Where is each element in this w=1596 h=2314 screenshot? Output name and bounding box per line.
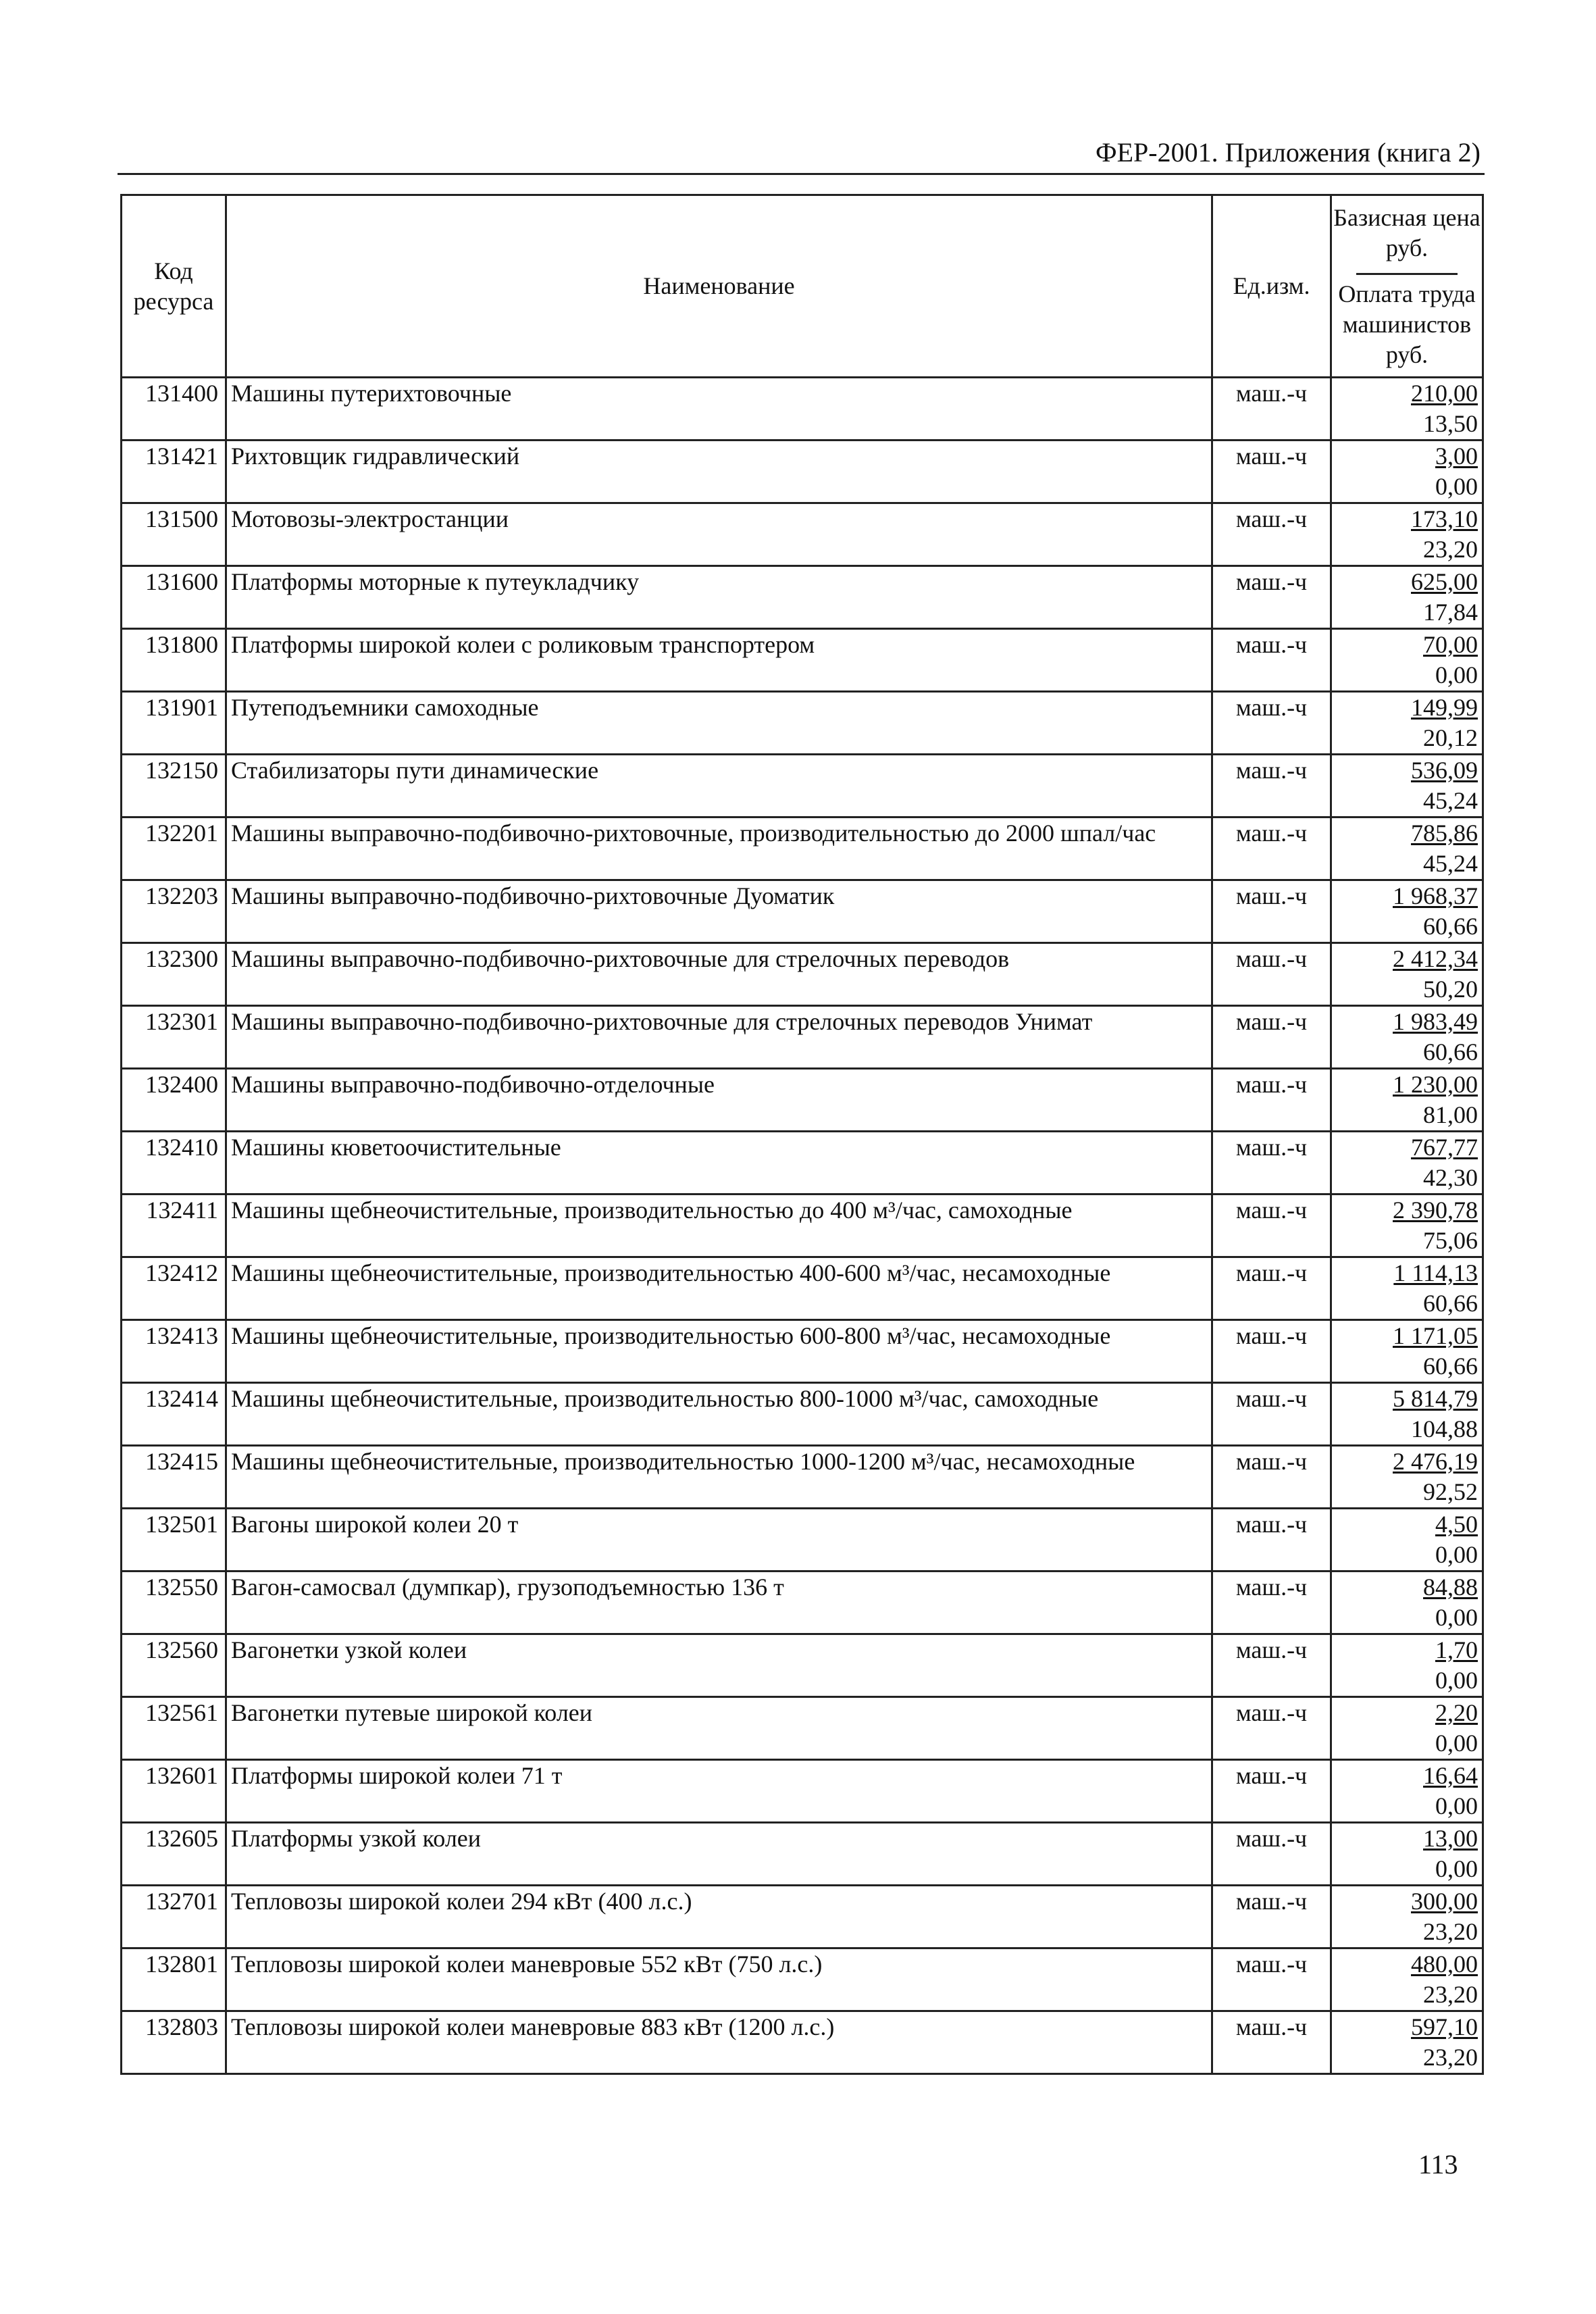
resource-code: 131800	[122, 629, 226, 692]
resource-name: Машины кюветоочистительные	[226, 1132, 1212, 1194]
operator-pay: 17,84	[1423, 599, 1478, 626]
resource-code: 132701	[122, 1886, 226, 1948]
operator-pay: 75,06	[1423, 1227, 1478, 1254]
operator-pay: 0,00	[1435, 1730, 1478, 1757]
resource-unit: маш.-ч	[1212, 1571, 1331, 1634]
resource-unit: маш.-ч	[1212, 1006, 1331, 1069]
resource-unit: маш.-ч	[1212, 1257, 1331, 1320]
resource-code: 132410	[122, 1132, 226, 1194]
operator-pay: 0,00	[1435, 1604, 1478, 1631]
operator-pay: 81,00	[1423, 1101, 1478, 1128]
resource-code: 132201	[122, 818, 226, 880]
resource-name: Машины щебнеочистительные, производительностью 600-800 м³/час, несамоходные	[226, 1320, 1212, 1383]
resource-name: Машины выправочно-подбивочно-рихтовочные для стрелочных переводов Унимат	[226, 1006, 1212, 1069]
resource-unit: маш.-ч	[1212, 1634, 1331, 1697]
base-price: 480,00	[1411, 1951, 1478, 1978]
table-row	[122, 1069, 1483, 1132]
resource-name: Платформы широкой колеи 71 т	[226, 1760, 1212, 1823]
resource-code: 132411	[122, 1194, 226, 1257]
resource-name: Машины щебнеочистительные, производительностью 400-600 м³/час, несамоходные	[226, 1257, 1212, 1320]
resource-unit: маш.-ч	[1212, 566, 1331, 629]
resource-code: 132803	[122, 2011, 226, 2074]
resource-code: 132400	[122, 1069, 226, 1132]
table-row	[122, 1194, 1483, 1257]
operator-pay: 60,66	[1423, 1353, 1478, 1380]
base-price: 2,20	[1435, 1699, 1478, 1726]
header-code: Код ресурса	[122, 195, 226, 378]
resource-name: Платформы широкой колеи с роликовым транспортером	[226, 629, 1212, 692]
resource-unit: маш.-ч	[1212, 629, 1331, 692]
operator-pay: 0,00	[1435, 1667, 1478, 1694]
resource-unit: маш.-ч	[1212, 441, 1331, 503]
resource-name: Тепловозы широкой колеи 294 кВт (400 л.с.)	[226, 1886, 1212, 1948]
operator-pay: 60,66	[1423, 1038, 1478, 1065]
table-row	[122, 755, 1483, 818]
header-price-base: Базисная цена руб.	[1333, 203, 1481, 261]
header-name: Наименование	[226, 195, 1212, 378]
table-row	[122, 1948, 1483, 2011]
resource-code: 131600	[122, 566, 226, 629]
table-row	[122, 566, 1483, 629]
operator-pay: 23,20	[1423, 536, 1478, 563]
resource-price-cell	[1331, 755, 1483, 818]
table-row	[122, 1571, 1483, 1634]
page-number: 113	[1418, 2149, 1458, 2180]
resource-unit: маш.-ч	[1212, 1383, 1331, 1446]
resource-code: 131400	[122, 378, 226, 441]
table-row	[122, 629, 1483, 692]
base-price: 2 476,19	[1393, 1448, 1478, 1475]
resource-name: Машины путерихтовочные	[226, 378, 1212, 441]
resource-unit: маш.-ч	[1212, 692, 1331, 755]
resource-price-cell	[1331, 692, 1483, 755]
resource-price-cell	[1331, 1383, 1483, 1446]
operator-pay: 0,00	[1435, 1792, 1478, 1819]
resource-code: 132605	[122, 1823, 226, 1886]
operator-pay: 0,00	[1435, 1855, 1478, 1882]
resource-name: Тепловозы широкой колеи маневровые 552 кВт (750 л.с.)	[226, 1948, 1212, 2011]
operator-pay: 23,20	[1423, 2044, 1478, 2071]
table-header-row	[122, 195, 1483, 378]
resource-price-cell	[1331, 1886, 1483, 1948]
base-price: 70,00	[1423, 631, 1478, 658]
resource-price-cell	[1331, 1132, 1483, 1194]
table-row	[122, 503, 1483, 566]
resource-code: 132412	[122, 1257, 226, 1320]
base-price: 300,00	[1411, 1888, 1478, 1915]
table-row	[122, 1383, 1483, 1446]
resource-code: 132550	[122, 1571, 226, 1634]
operator-pay: 92,52	[1423, 1478, 1478, 1505]
operator-pay: 0,00	[1435, 1541, 1478, 1568]
resource-price-cell	[1331, 1257, 1483, 1320]
resource-name: Рихтовщик гидравлический	[226, 441, 1212, 503]
resource-unit: маш.-ч	[1212, 1760, 1331, 1823]
resource-price-cell	[1331, 1194, 1483, 1257]
resource-code: 132801	[122, 1948, 226, 2011]
base-price: 1 114,13	[1393, 1259, 1478, 1286]
resource-code: 132203	[122, 880, 226, 943]
resource-unit: маш.-ч	[1212, 1194, 1331, 1257]
resource-name: Тепловозы широкой колеи маневровые 883 кВт (1200 л.с.)	[226, 2011, 1212, 2074]
resource-name: Платформы узкой колеи	[226, 1823, 1212, 1886]
resource-code: 132150	[122, 755, 226, 818]
resource-unit: маш.-ч	[1212, 818, 1331, 880]
base-price: 1 230,00	[1393, 1071, 1478, 1098]
table-row	[122, 441, 1483, 503]
table-row	[122, 1760, 1483, 1823]
resource-unit: маш.-ч	[1212, 755, 1331, 818]
table-row	[122, 1006, 1483, 1069]
resource-code: 131901	[122, 692, 226, 755]
resource-price-cell	[1331, 1069, 1483, 1132]
base-price: 2 412,34	[1393, 945, 1478, 972]
operator-pay: 60,66	[1423, 1290, 1478, 1317]
resource-price-cell	[1331, 1634, 1483, 1697]
base-price: 1 171,05	[1393, 1322, 1478, 1349]
resource-unit: маш.-ч	[1212, 2011, 1331, 2074]
resource-code: 132601	[122, 1760, 226, 1823]
base-price: 13,00	[1423, 1825, 1478, 1852]
operator-pay: 0,00	[1435, 661, 1478, 688]
resource-unit: маш.-ч	[1212, 1509, 1331, 1571]
table-row	[122, 378, 1483, 441]
resource-name: Мотовозы-электростанции	[226, 503, 1212, 566]
operator-pay: 42,30	[1423, 1164, 1478, 1191]
base-price: 16,64	[1423, 1762, 1478, 1789]
base-price: 1 983,49	[1393, 1008, 1478, 1035]
base-price: 210,00	[1411, 380, 1478, 407]
table-row	[122, 1446, 1483, 1509]
operator-pay: 45,24	[1423, 850, 1478, 877]
base-price: 767,77	[1411, 1134, 1478, 1161]
resource-unit: маш.-ч	[1212, 1320, 1331, 1383]
resource-code: 132561	[122, 1697, 226, 1760]
base-price: 625,00	[1411, 568, 1478, 595]
base-price: 597,10	[1411, 2013, 1478, 2040]
table-body	[122, 378, 1483, 2074]
resource-name: Машины выправочно-подбивочно-отделочные	[226, 1069, 1212, 1132]
table-row	[122, 1634, 1483, 1697]
resource-code: 131421	[122, 441, 226, 503]
resource-name: Машины щебнеочистительные, производительностью 800-1000 м³/час, самоходные	[226, 1383, 1212, 1446]
table-row	[122, 943, 1483, 1006]
resource-unit: маш.-ч	[1212, 1886, 1331, 1948]
table-row	[122, 1320, 1483, 1383]
resource-price-cell	[1331, 1446, 1483, 1509]
resource-unit: маш.-ч	[1212, 1697, 1331, 1760]
operator-pay: 13,50	[1423, 410, 1478, 437]
table-row	[122, 2011, 1483, 2074]
table-row	[122, 1257, 1483, 1320]
resource-name: Вагон-самосвал (думпкар), грузоподъемностью 136 т	[226, 1571, 1212, 1634]
base-price: 173,10	[1411, 505, 1478, 532]
resource-code: 132501	[122, 1509, 226, 1571]
document-title: ФЕР-2001. Приложения (книга 2)	[1096, 137, 1481, 168]
operator-pay: 45,24	[1423, 787, 1478, 814]
resource-name: Машины щебнеочистительные, производительностью 1000-1200 м³/час, несамоходные	[226, 1446, 1212, 1509]
resource-price-cell	[1331, 1823, 1483, 1886]
table-row	[122, 1823, 1483, 1886]
header-price	[1331, 195, 1483, 378]
resource-unit: маш.-ч	[1212, 1446, 1331, 1509]
base-price: 2 390,78	[1393, 1197, 1478, 1224]
table-row	[122, 1132, 1483, 1194]
resource-code: 132301	[122, 1006, 226, 1069]
resource-name: Машины щебнеочистительные, производительностью до 400 м³/час, самоходные	[226, 1194, 1212, 1257]
base-price: 3,00	[1435, 443, 1478, 470]
resource-code: 132560	[122, 1634, 226, 1697]
base-price: 785,86	[1411, 820, 1478, 847]
resource-unit: маш.-ч	[1212, 880, 1331, 943]
base-price: 84,88	[1423, 1574, 1478, 1601]
operator-pay: 23,20	[1423, 1981, 1478, 2008]
resource-code: 132414	[122, 1383, 226, 1446]
resource-name: Вагоны широкой колеи 20 т	[226, 1509, 1212, 1571]
header-unit: Ед.изм.	[1212, 195, 1331, 378]
resource-name: Вагонетки узкой колеи	[226, 1634, 1212, 1697]
resource-price-cell	[1331, 441, 1483, 503]
resource-price-cell	[1331, 818, 1483, 880]
resource-name: Вагонетки путевые широкой колеи	[226, 1697, 1212, 1760]
base-price: 5 814,79	[1393, 1385, 1478, 1412]
operator-pay: 60,66	[1423, 913, 1478, 940]
resource-price-cell	[1331, 1697, 1483, 1760]
resource-code: 132413	[122, 1320, 226, 1383]
resource-price-cell	[1331, 1006, 1483, 1069]
resource-table	[120, 194, 1484, 2075]
resource-price-cell	[1331, 2011, 1483, 2074]
resource-price-cell	[1331, 1760, 1483, 1823]
base-price: 1,70	[1435, 1636, 1478, 1663]
header-price-divider	[1356, 273, 1458, 275]
base-price: 536,09	[1411, 757, 1478, 784]
resource-unit: маш.-ч	[1212, 1823, 1331, 1886]
page-header	[118, 135, 1485, 175]
operator-pay: 23,20	[1423, 1918, 1478, 1945]
base-price: 149,99	[1411, 694, 1478, 721]
table-row	[122, 818, 1483, 880]
operator-pay: 104,88	[1411, 1415, 1478, 1442]
resource-unit: маш.-ч	[1212, 1948, 1331, 2011]
base-price: 4,50	[1435, 1511, 1478, 1538]
resource-code: 131500	[122, 503, 226, 566]
table-row	[122, 880, 1483, 943]
table-row	[122, 692, 1483, 755]
resource-name: Стабилизаторы пути динамические	[226, 755, 1212, 818]
resource-unit: маш.-ч	[1212, 503, 1331, 566]
resource-name: Машины выправочно-подбивочно-рихтовочные, производительностью до 2000 шпал/час	[226, 818, 1212, 880]
resource-unit: маш.-ч	[1212, 943, 1331, 1006]
resource-price-cell	[1331, 629, 1483, 692]
resource-code: 132300	[122, 943, 226, 1006]
resource-name: Машины выправочно-подбивочно-рихтовочные Дуоматик	[226, 880, 1212, 943]
resource-name: Платформы моторные к путеукладчику	[226, 566, 1212, 629]
table-row	[122, 1697, 1483, 1760]
resource-price-cell	[1331, 880, 1483, 943]
resource-name: Путеподъемники самоходные	[226, 692, 1212, 755]
resource-code: 132415	[122, 1446, 226, 1509]
table-row	[122, 1886, 1483, 1948]
resource-price-cell	[1331, 503, 1483, 566]
resource-price-cell	[1331, 1571, 1483, 1634]
resource-price-cell	[1331, 566, 1483, 629]
operator-pay: 20,12	[1423, 724, 1478, 751]
resource-price-cell	[1331, 1320, 1483, 1383]
operator-pay: 0,00	[1435, 473, 1478, 500]
resource-price-cell	[1331, 943, 1483, 1006]
resource-unit: маш.-ч	[1212, 378, 1331, 441]
table-row	[122, 1509, 1483, 1571]
resource-price-cell	[1331, 378, 1483, 441]
operator-pay: 50,20	[1423, 976, 1478, 1003]
resource-unit: маш.-ч	[1212, 1132, 1331, 1194]
resource-price-cell	[1331, 1948, 1483, 2011]
resource-unit: маш.-ч	[1212, 1069, 1331, 1132]
base-price: 1 968,37	[1393, 882, 1478, 909]
resource-name: Машины выправочно-подбивочно-рихтовочные для стрелочных переводов	[226, 943, 1212, 1006]
header-price-labor: Оплата труда машинистов руб.	[1338, 280, 1476, 368]
resource-price-cell	[1331, 1509, 1483, 1571]
